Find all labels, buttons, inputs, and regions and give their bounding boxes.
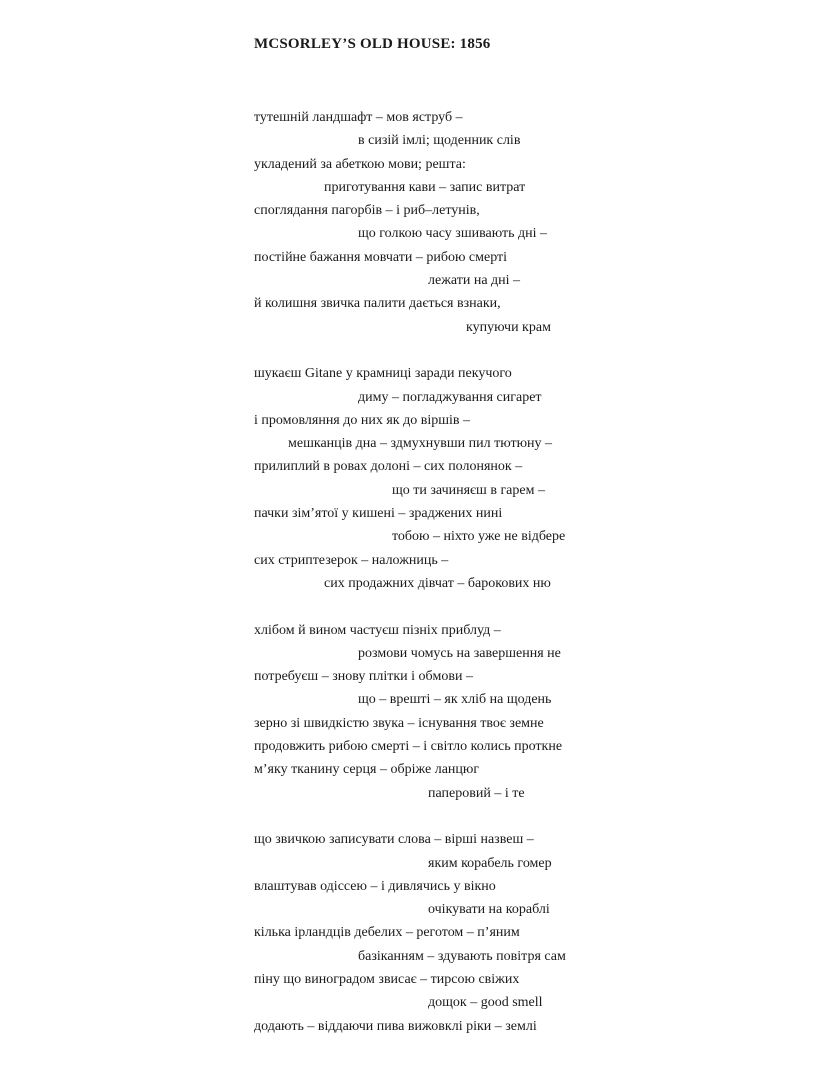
poem-line: що голкою часу зшивають дні – xyxy=(358,226,548,242)
poem-line: купуючи крам xyxy=(466,319,551,335)
poem-line: продовжить рибою смерті – і світло колись проткне xyxy=(254,739,563,755)
stanza-break xyxy=(254,595,814,618)
poem-line: постійне бажання мовчати – рибою смерті xyxy=(254,249,508,265)
poem-line: споглядання пагорбів – і риб–летунів, xyxy=(254,203,480,219)
poem-body xyxy=(254,106,814,1038)
poem-line: сих стриптезерок – наложниць – xyxy=(254,552,449,568)
poem-line: дощок – good smell xyxy=(428,995,543,1011)
poem-line: паперовий – і те xyxy=(428,785,525,801)
poem-line: лежати на дні – xyxy=(428,273,521,289)
poem-line: й колишня звичка палити дається взнаки, xyxy=(254,296,501,312)
poem-line: мешканців дна – здмухнувши пил тютюну – xyxy=(288,436,553,452)
poem-line: в сизій імлі; щоденник слів xyxy=(358,133,521,149)
poem-line: влаштував одіссею – і дивлячись у вікно xyxy=(254,878,496,894)
poem-line: що звичкою записувати слова – вірші назвеш – xyxy=(254,832,534,848)
poem-line: кілька ірландців дебелих – реготом – п’яним xyxy=(254,925,520,941)
poem-line: пачки зім’ятої у кишені – зраджених нині xyxy=(254,506,503,522)
poem-title: MCSORLEY’S OLD HOUSE: 1856 xyxy=(254,36,491,52)
poem-line: тобою – ніхто уже не відбере xyxy=(392,529,566,545)
poem-line: диму – погладжування сигарет xyxy=(358,389,542,405)
poem-line: і промовляння до них як до віршів – xyxy=(254,412,471,428)
poem-line: додають – віддаючи пива вижовклі ріки – землі xyxy=(254,1018,537,1034)
poem-line: очікувати на кораблі xyxy=(428,902,550,918)
poem-line: яким корабель гомер xyxy=(428,855,552,871)
poem-line: шукаєш Gitane у крамниці заради пекучого xyxy=(254,366,512,382)
poem-line: розмови чомусь на завершення не xyxy=(358,645,561,661)
poem-line: що ти зачиняєш в гарем – xyxy=(392,482,545,498)
poem-line: потребуєш – знову плітки і обмови – xyxy=(254,669,473,685)
poem-line: хлібом й вином частуєш пізніх приблуд – xyxy=(254,622,501,638)
stanza-break xyxy=(254,805,814,828)
poem-line: приготування кави – запис витрат xyxy=(324,179,526,195)
poem-line: піну що виноградом звисає – тирсою свіжих xyxy=(254,971,520,987)
poem-line: що – врешті – як хліб на щодень xyxy=(358,692,552,708)
poem-line: прилиплий в ровах долоні – сих полонянок – xyxy=(254,459,523,475)
poem-line: зерно зі швидкістю звука – існування твоє земне xyxy=(254,715,544,731)
poem-line: базіканням – здувають повітря сам xyxy=(358,948,566,964)
poem-line: укладений за абеткою мови; решта: xyxy=(254,156,466,172)
poem-line: сих продажних дівчат – барокових ню xyxy=(324,575,551,591)
poem-line: м’яку тканину серця – обріже ланцюг xyxy=(254,762,480,778)
stanza-break xyxy=(254,339,814,362)
poem-line: тутешній ландшафт – мов яструб – xyxy=(254,110,463,125)
